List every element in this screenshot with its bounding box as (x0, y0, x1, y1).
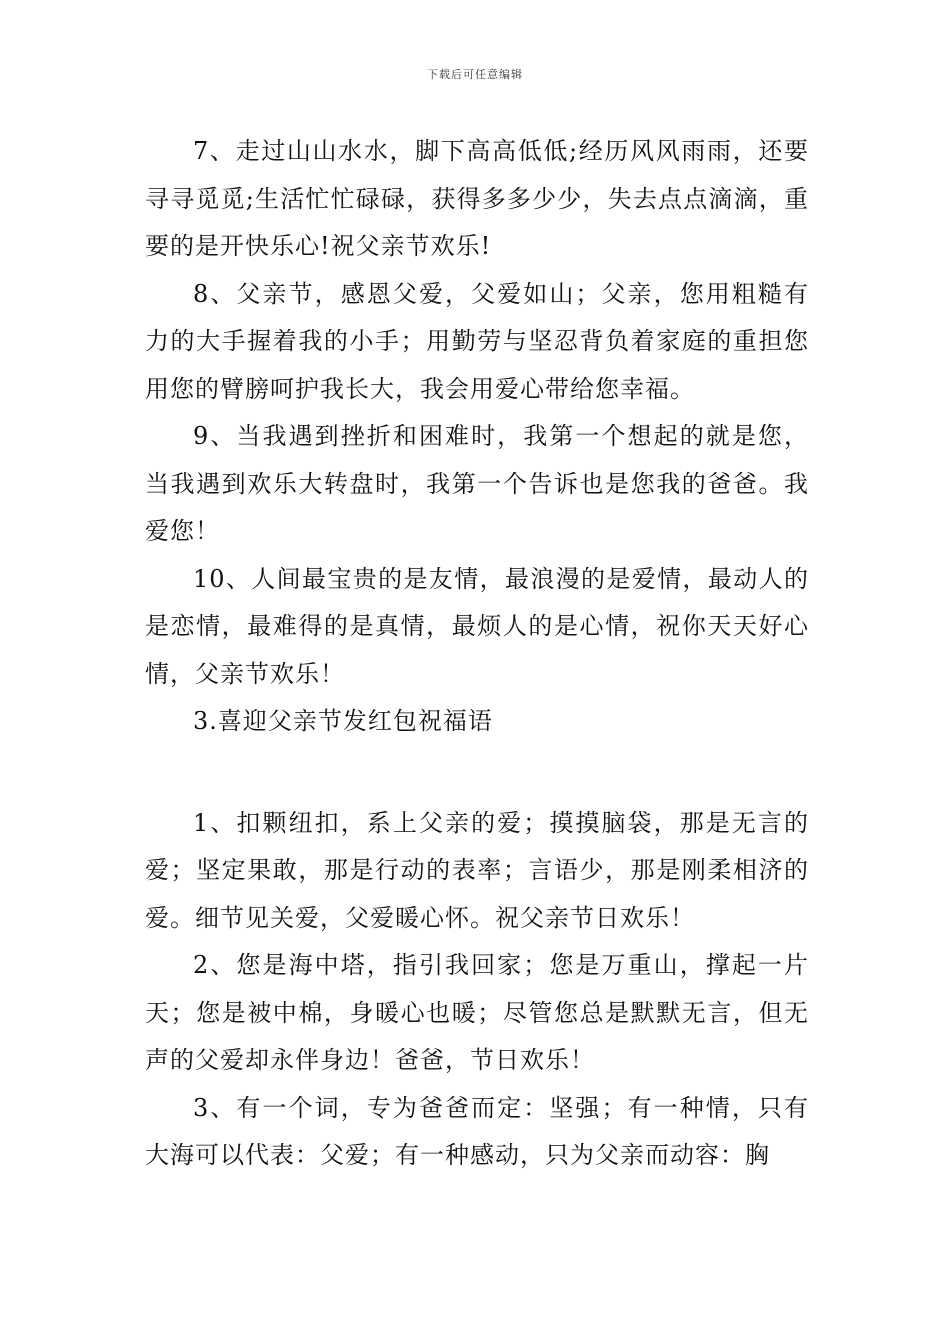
paragraph-9: 9、当我遇到挫折和困难时，我第一个想起的就是您，当我遇到欢乐大转盘时，我第一个告诉也是您我的爸爸。我爱您！ (145, 422, 809, 545)
paragraph-10: 10、人间最宝贵的是友情，最浪漫的是爱情，最动人的是恋情，最难得的是真情，最烦人的是心情，祝你天天好心情，父亲节欢乐！ (145, 564, 809, 688)
paragraph-7: 7、走过山山水水，脚下高高低低;经历风风雨雨，还要寻寻觅觅;生活忙忙碌碌，获得多多少少，失去点点滴滴，重要的是开快乐心!祝父亲节欢乐! (145, 137, 809, 260)
document-body (145, 128, 809, 1180)
paragraph-1: 1、扣颗纽扣，系上父亲的爱；摸摸脑袋，那是无言的爱；坚定果敢，那是行动的表率；言语少，那是刚柔相济的爱。细节见关爱，父爱暖心怀。祝父亲节日欢乐！ (145, 808, 809, 932)
page-header: 下载后可任意编辑 (427, 68, 523, 81)
paragraph-3: 3、有一个词，专为爸爸而定：坚强；有一种情，只有大海可以代表：父爱；有一种感动，只为父亲而动容：胸 (145, 1093, 809, 1169)
section-heading: 3.喜迎父亲节发红包祝福语 (193, 707, 493, 735)
paragraph-8: 8、父亲节，感恩父爱，父爱如山；父亲，您用粗糙有力的大手握着我的小手；用勤劳与坚忍背负着家庭的重担您用您的臂膀呵护我长大，我会用爱心带给您幸福。 (145, 279, 809, 403)
paragraph-2: 2、您是海中塔，指引我回家；您是万重山，撑起一片天；您是被中棉，身暖心也暖；尽管您总是默默无言，但无声的父爱却永伴身边！爸爸，节日欢乐！ (145, 951, 809, 1074)
section-spacer (145, 746, 809, 800)
